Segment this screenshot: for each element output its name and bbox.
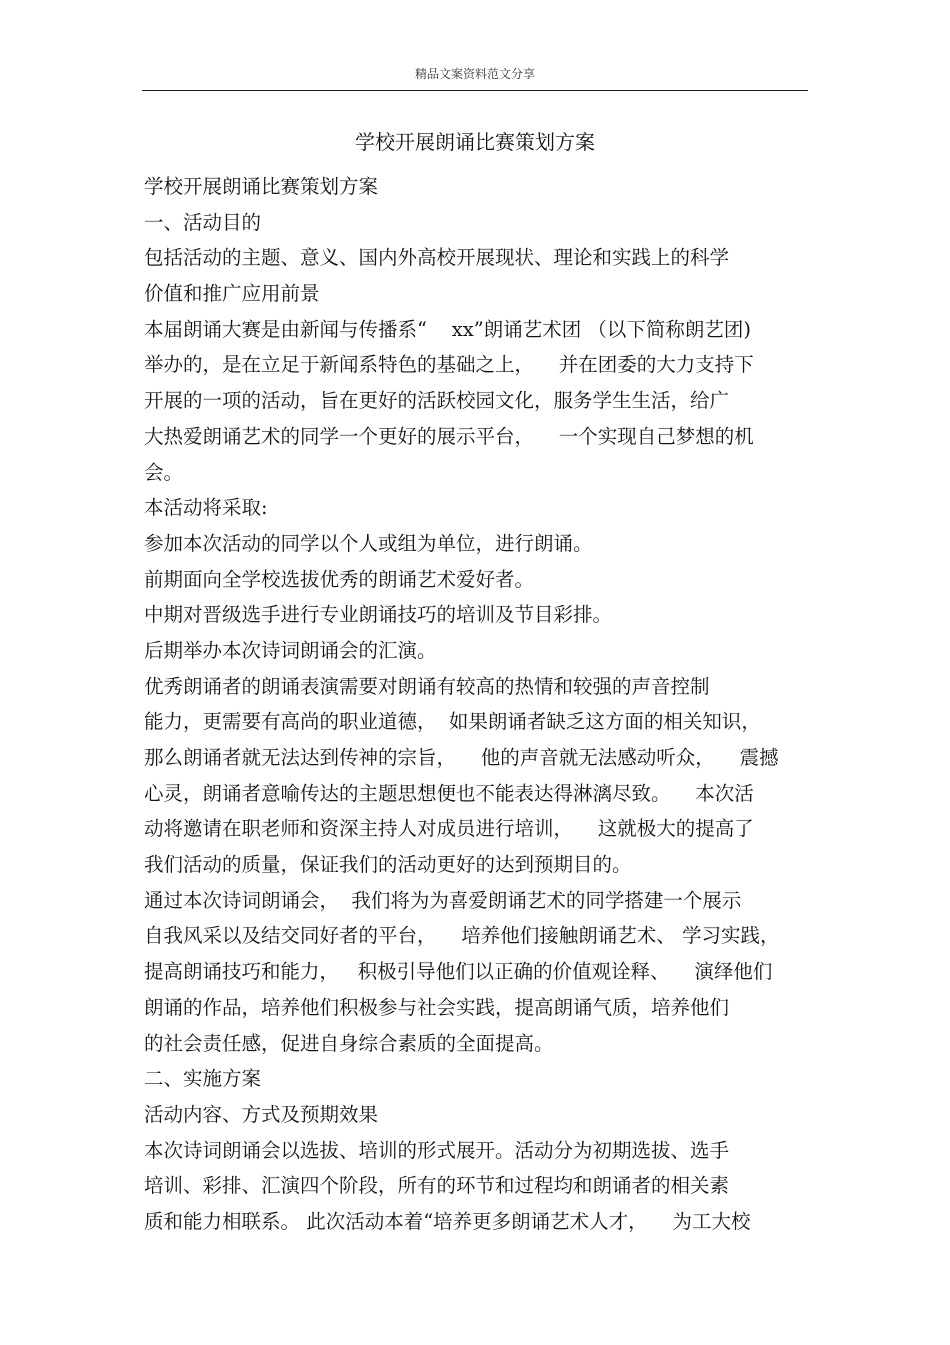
body-text-line: 培训、彩排、汇演四个阶段，所有的环节和过程均和朗诵者的相关素 <box>144 1174 730 1198</box>
body-text-line: 活动内容、方式及预期效果 <box>144 1102 379 1126</box>
body-text-line: 举办的，是在立足于新闻系特色的基础之上， 并在团委的大力支持下 <box>144 353 754 377</box>
document-title: 学校开展朗诵比赛策划方案 <box>355 130 595 154</box>
body-text-line: 提高朗诵技巧和能力， 积极引导他们以正确的价值观诠释、 演绎他们 <box>144 960 773 984</box>
body-text-line: 质和能力相联系。 此次活动本着“培养更多朗诵艺术人才， 为工大校 <box>144 1209 751 1233</box>
header-divider <box>142 90 808 91</box>
body-text-line: 心灵，朗诵者意喻传达的主题思想便也不能表达得淋漓尽致。 本次活 <box>144 781 754 805</box>
body-text-line: 本次诗词朗诵会以选拔、培训的形式展开。活动分为初期选拔、选手 <box>144 1138 730 1162</box>
body-text-line: 大热爱朗诵艺术的同学一个更好的展示平台， 一个实现自己梦想的机 <box>144 424 754 448</box>
body-text-line: 中期对晋级选手进行专业朗诵技巧的培训及节目彩排。 <box>144 603 613 627</box>
body-text-line: 能力，更需要有高尚的职业道德， 如果朗诵者缺乏这方面的相关知识， <box>144 710 761 734</box>
body-text-line: 一、活动目的 <box>144 210 262 234</box>
body-text-line: 通过本次诗词朗诵会， 我们将为为喜爱朗诵艺术的同学搭建一个展示 <box>144 888 742 912</box>
body-text-line: 本届朗诵大赛是由新闻与传播系“ xx”朗诵艺术团 （以下简称朗艺团) <box>144 317 752 341</box>
body-text-line: 自我风采以及结交同好者的平台， 培养他们接触朗诵艺术、 学习实践， <box>144 924 780 948</box>
body-text-line: 二、实施方案 <box>144 1067 262 1091</box>
body-text-line: 本活动将采取: <box>144 496 268 520</box>
body-text-line: 后期举办本次诗词朗诵会的汇演。 <box>144 638 437 662</box>
body-text-line: 包括活动的主题、意义、国内外高校开展现状、理论和实践上的科学 <box>144 246 730 270</box>
body-text-line: 参加本次活动的同学以个人或组为单位，进行朗诵。 <box>144 531 593 555</box>
body-text-line: 价值和推广应用前景 <box>144 282 320 306</box>
document-body <box>144 172 808 1243</box>
body-text-line: 前期面向全学校选拔优秀的朗诵艺术爱好者。 <box>144 567 535 591</box>
body-text-line: 那么朗诵者就无法达到传神的宗旨， 他的声音就无法感动听众， 震撼 <box>144 746 779 769</box>
body-text-line: 开展的一项的活动，旨在更好的活跃校园文化，服务学生生活，给广 <box>144 389 730 413</box>
body-text-line: 的社会责任感，促进自身综合素质的全面提高。 <box>144 1031 554 1055</box>
page-header: 精品文案资料范文分享 <box>414 67 535 81</box>
body-text-line: 会。 <box>144 460 184 484</box>
body-text-line: 朗诵的作品，培养他们积极参与社会实践，提高朗诵气质，培养他们 <box>144 995 730 1019</box>
body-text-line: 优秀朗诵者的朗诵表演需要对朗诵有较高的热情和较强的声音控制 <box>144 674 710 698</box>
body-text-line: 我们活动的质量，保证我们的活动更好的达到预期目的。 <box>144 853 632 877</box>
body-text-line: 学校开展朗诵比赛策划方案 <box>144 175 379 198</box>
body-text-line: 动将邀请在职老师和资深主持人对成员进行培训， 这就极大的提高了 <box>144 817 754 841</box>
